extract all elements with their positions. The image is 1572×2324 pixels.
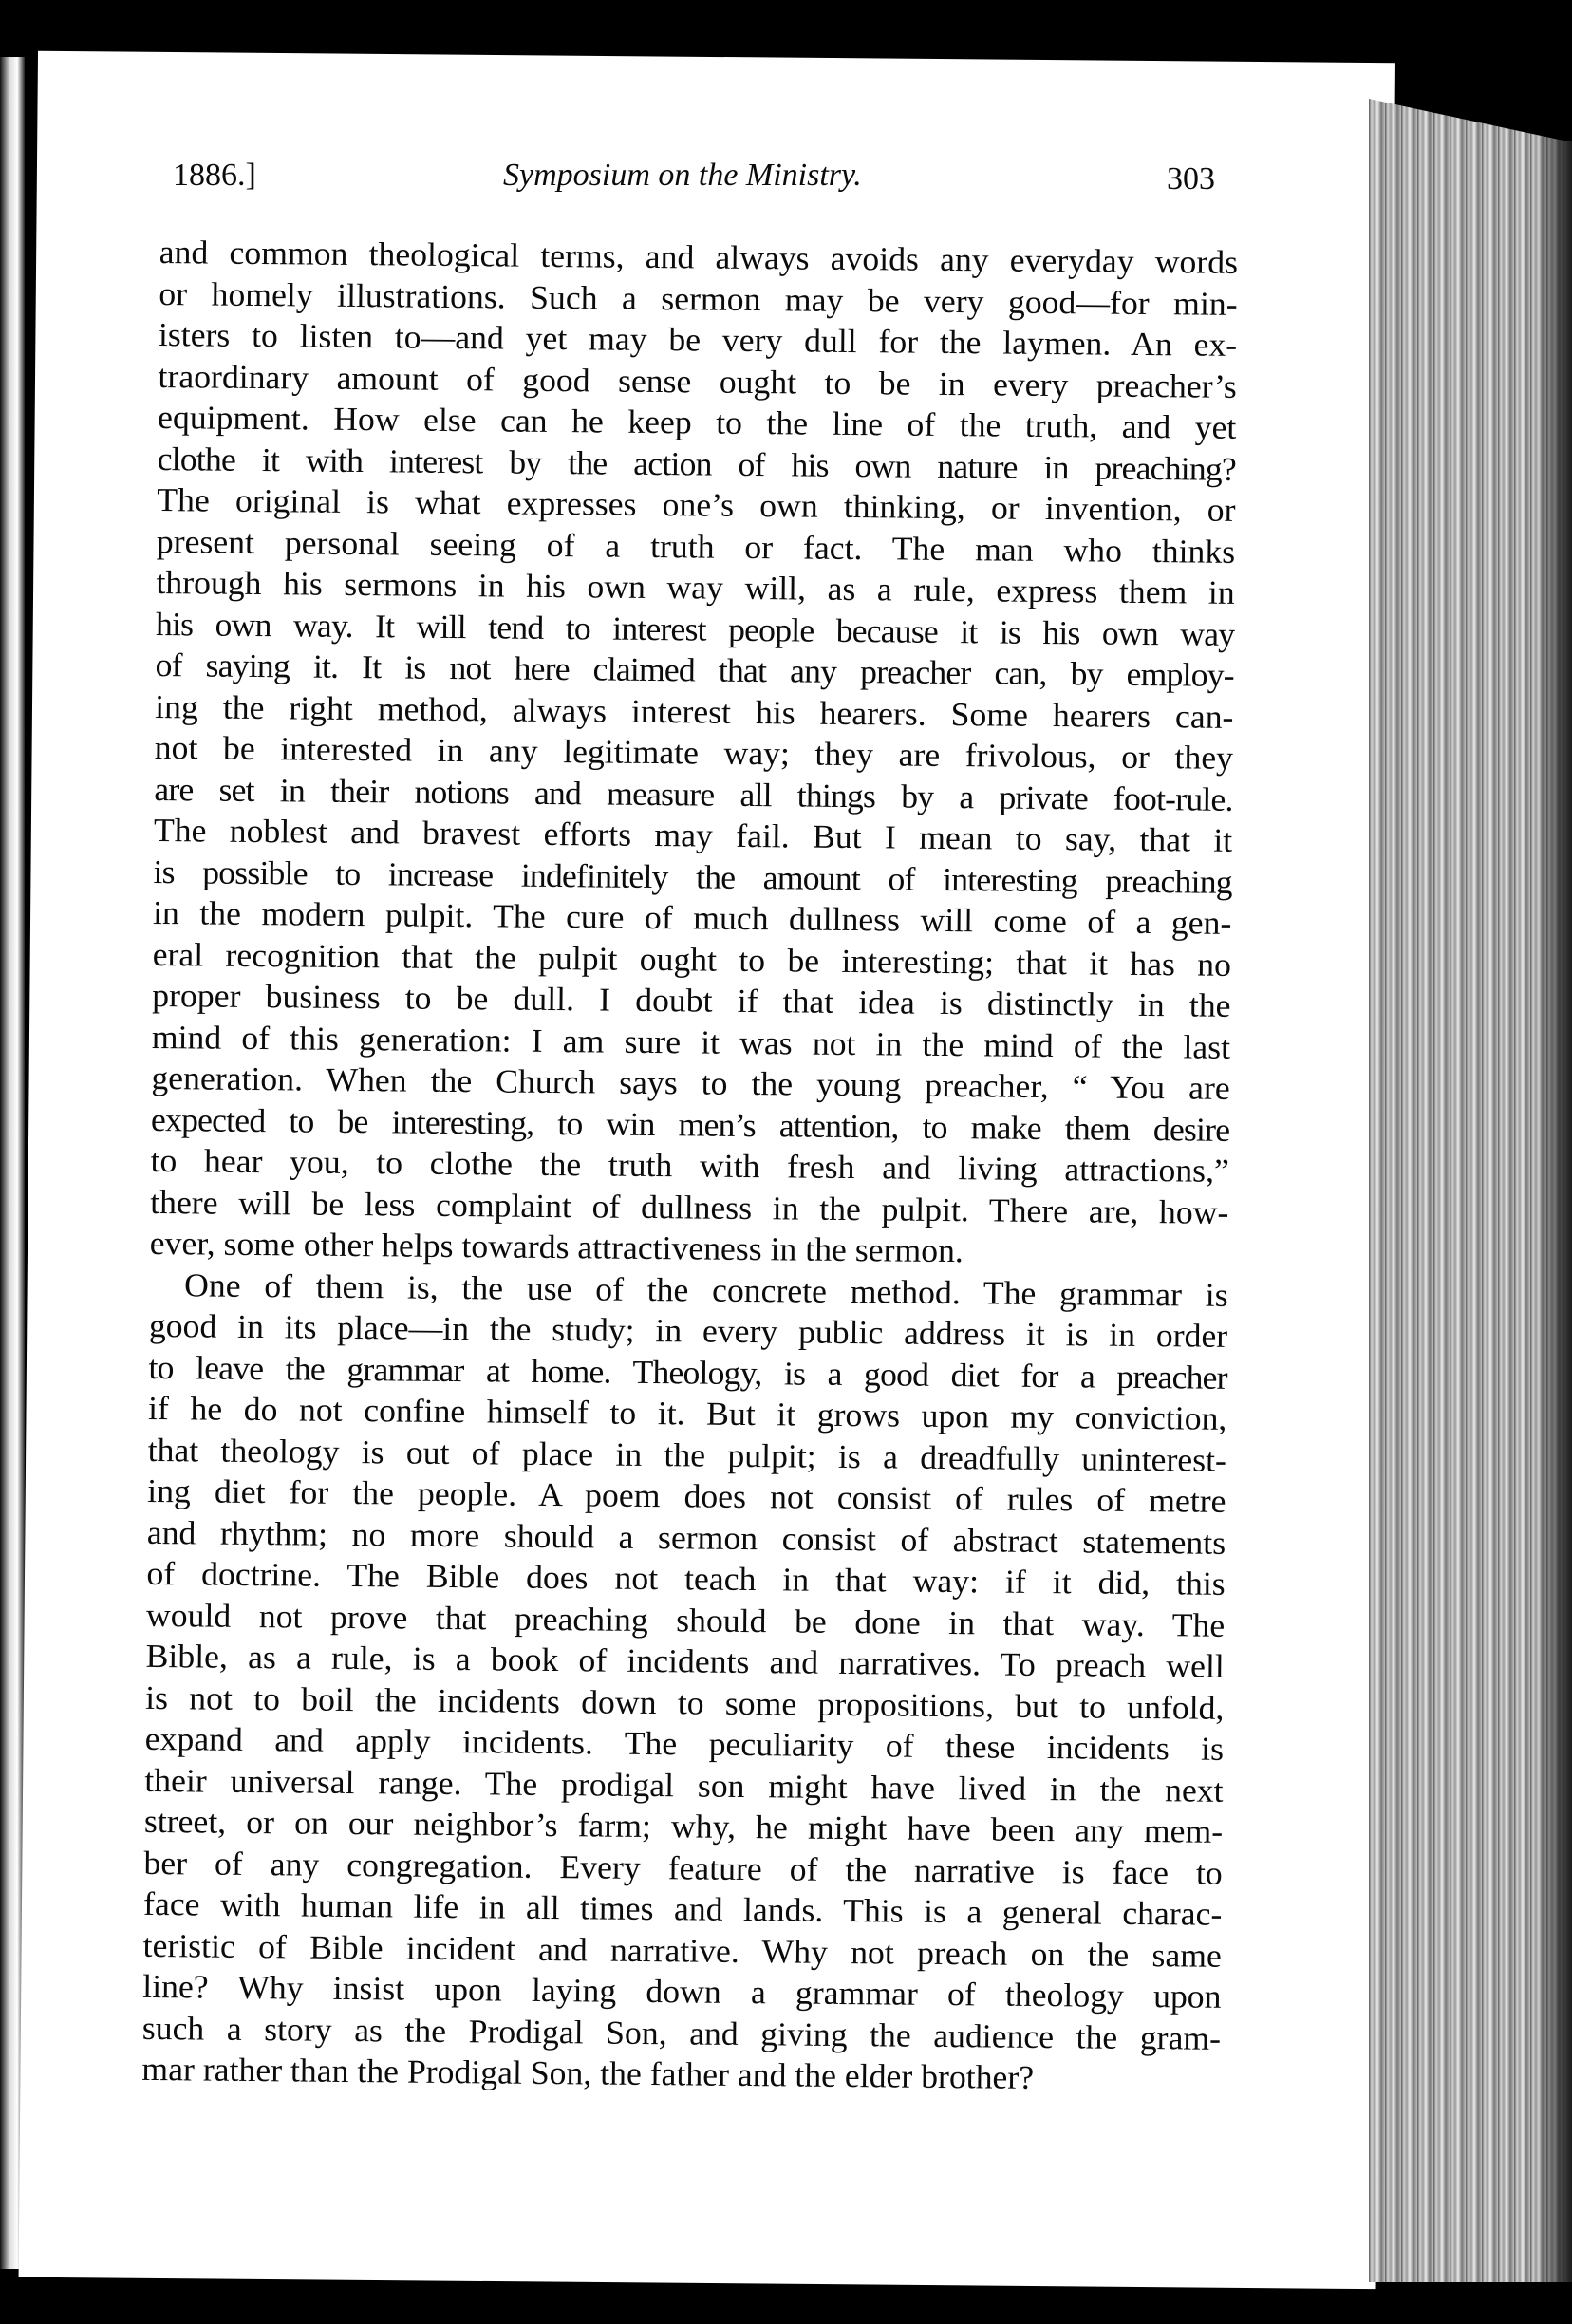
text-line: of doctrine. The Bible does not teach in that way: if it did, this (146, 1554, 1226, 1602)
text-line: The original is what expresses one’s own thinking, or invention, or (157, 480, 1236, 529)
text-line: Bible, as a rule, is a book of incidents and narratives. To preach well (145, 1637, 1226, 1685)
text-line: present personal seeing of a truth or fact. The man who thinks (156, 522, 1236, 571)
text-line: of saying it. It is not here claimed that any preacher can, by employ- (155, 646, 1235, 694)
running-head (173, 158, 1215, 215)
text-line: expand and apply incidents. The peculiarity of these incidents is (144, 1719, 1225, 1768)
text-line: clothe it with interest by the action of his own nature in preaching? (157, 440, 1237, 488)
header-title: Symposium on the Ministry. (503, 158, 862, 193)
text-line: there will be less complaint of dullness in the pulpit. There are, how- (150, 1183, 1229, 1231)
text-line: that theology is out of place in the pulpit; is a dreadfully uninterest- (147, 1431, 1227, 1479)
text-line: and common theological terms, and always avoids any everyday words (159, 233, 1239, 281)
text-line: to leave the grammar at home. Theology, is a good diet for a preacher (148, 1348, 1227, 1396)
text-line: to hear you, to clothe the truth with fresh and living attractions,” (150, 1141, 1230, 1190)
text-line: and rhythm; no more should a sermon consist of abstract statements (146, 1513, 1226, 1562)
text-line: traordinary amount of good sense ought to be in every preacher’s (158, 357, 1237, 405)
text-line: ever, some other helps towards attractiveness in the sermon. (149, 1224, 964, 1270)
text-line: street, or on our neighbor’s farm; why, he might have been any mem- (143, 1802, 1224, 1850)
text-line: mind of this generation: I am sure it was not in the mind of the last (151, 1018, 1231, 1066)
text-line: proper business to be dull. I doubt if that idea is distinctly in the (152, 976, 1231, 1024)
body-text (141, 232, 1238, 2100)
text-line: would not prove that preaching should be done in that way. The (145, 1596, 1226, 1644)
text-line: isters to listen to—and yet may be very dull for the laymen. An ex- (158, 315, 1238, 364)
text-line: is not to boil the incidents down to some propositions, but to unfold, (144, 1678, 1225, 1727)
text-line: ber of any congregation. Every feature of the narrative is face to (143, 1844, 1223, 1892)
text-line: eral recognition that the pulpit ought to be interesting; that it has no (152, 935, 1232, 984)
text-line: ing the right method, always interest his hearers. Some hearers can- (155, 687, 1234, 736)
text-line: The noblest and bravest efforts may fail. But I mean to say, that it (153, 811, 1233, 859)
text-line: through his sermons in his own way will, as a rule, express them in (156, 563, 1235, 611)
page-edges (1369, 99, 1572, 2282)
text-line: good in its place—in the study; in every public address it is in order (148, 1306, 1228, 1355)
text-line: his own way. It will tend to interest people because it is his own way (155, 605, 1235, 653)
text-line: line? Why insist upon laying down a grammar of theology upon (142, 1967, 1222, 2015)
text-line: ing diet for the people. A poem does not consist of rules of metre (147, 1471, 1226, 1520)
text-line: are set in their notions and measure all things by a private foot-rule. (154, 770, 1233, 818)
page-number: 303 (1167, 161, 1215, 197)
text-line: teristic of Bible incident and narrative. Why not preach on the same (142, 1926, 1223, 1975)
text-line: mar rather than the Prodigal Son, the father and the elder brother? (141, 2050, 1035, 2096)
text-line: generation. When the Church says to the young preacher, “ You are (151, 1059, 1230, 1107)
text-line: their universal range. The prodigal son might have lived in the next (144, 1761, 1224, 1809)
text-line: or homely illustrations. Such a sermon may be very good—for min- (159, 274, 1238, 323)
text-line: expected to be interesting, to win men’s attention, to make them desire (150, 1100, 1230, 1149)
text-line: not be interested in any legitimate way; they are frivolous, or they (154, 728, 1234, 777)
text-line: if he do not confine himself to it. But it grows upon my conviction, (147, 1389, 1227, 1437)
header-year: 1886.] (173, 158, 256, 193)
text-line: One of them is, the use of the concrete method. The grammar is (183, 1265, 1228, 1314)
text-line: in the modern pulpit. The cure of much dullness will come of a gen- (152, 893, 1232, 942)
text-line: equipment. How else can he keep to the line of the truth, and yet (157, 398, 1237, 446)
text-line: face with human life in all times and lands. This is a general charac- (142, 1884, 1223, 1933)
text-line: is possible to increase indefinitely the amount of interesting preaching (153, 853, 1232, 901)
text-line: such a story as the Prodigal Son, and giving the audience the gram- (141, 2009, 1222, 2057)
